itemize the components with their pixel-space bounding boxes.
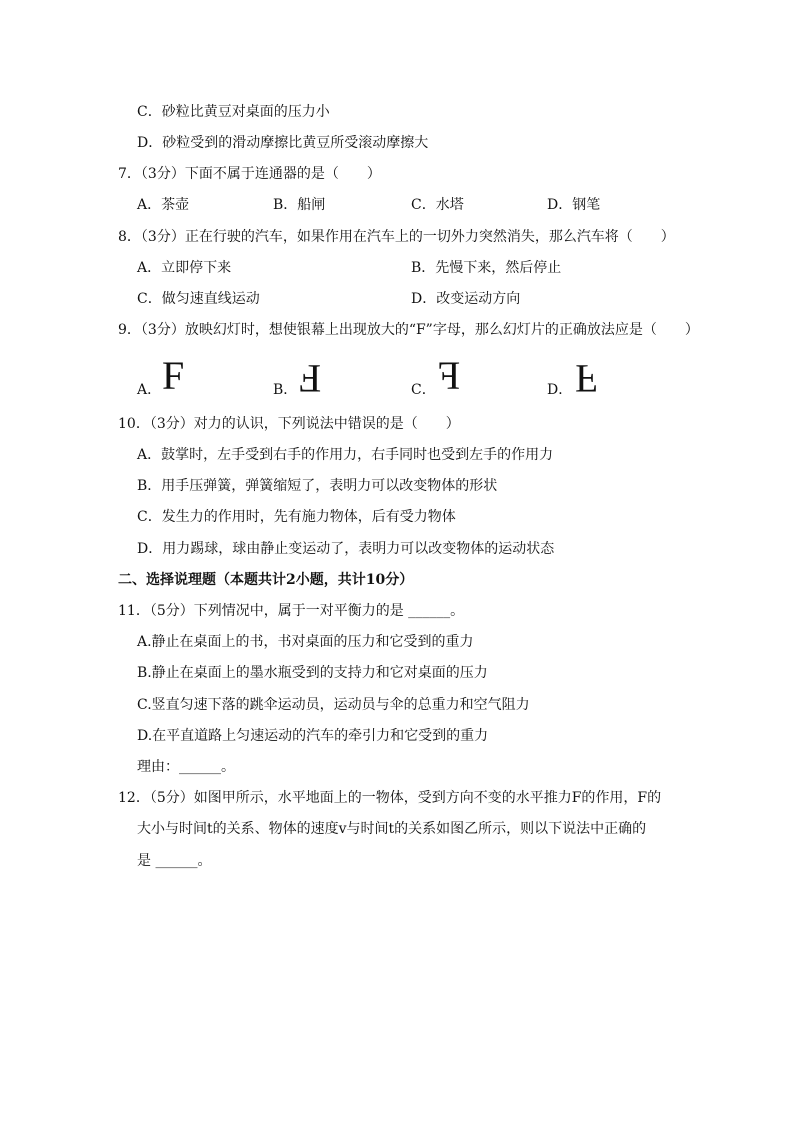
option-8d: D．改变运动方向 [411,291,521,307]
letter-f-rotated: F [299,356,322,401]
question-8: 8．（3分）正在行驶的汽车，如果作用在汽车上的一切外力突然消失，那么汽车将（ ） [118,229,675,245]
option-9a-figure [162,353,185,398]
option-9a-label: A． [137,382,162,398]
option-9c-label: C． [411,382,436,398]
option-7d: D．钢笔 [547,197,601,213]
option-10b: B．用手压弹簧，弹簧缩短了，表明力可以改变物体的形状 [137,478,498,494]
option-9b-label: B． [273,382,298,398]
question-11: 11．（5分）下列情况中，属于一对平衡力的是 ______。 [118,603,465,619]
option-10a: A．鼓掌时，左手受到右手的作用力，右手同时也受到左手的作用力 [137,447,554,463]
reason-blank: 理由：______。 [137,759,235,775]
option-7b: B．船闸 [273,197,326,213]
question-10: 10．（3分）对力的认识，下列说法中错误的是（ ） [118,416,460,432]
question-9: 9．（3分）放映幻灯时，想使银幕上出现放大的“F”字母，那么幻灯片的正确放法应是（ ） [118,322,699,338]
line-6c: C．砂粒比黄豆对桌面的压力小 [137,104,330,120]
option-10d: D．用力踢球，球由静止变运动了，表明力可以改变物体的运动状态 [137,541,555,557]
option-9d-label: D． [547,382,573,398]
option-11a: A.静止在桌面上的书，书对桌面的压力和它受到的重力 [137,634,474,650]
question-7: 7．（3分）下面不属于连通器的是（ ） [118,166,381,182]
section-heading: 二、选择说理题（本题共计2小题，共计10分） [118,572,414,588]
option-9b-figure [299,356,322,401]
option-7c: C．水塔 [411,197,464,213]
question-12-line-3: 是 ______。 [137,853,212,869]
option-8a: A．立即停下来 [137,260,232,276]
option-10c: C．发生力的作用时，先有施力物体，后有受力物体 [137,509,456,525]
option-7a: A．茶壶 [137,197,190,213]
option-9d-figure [575,356,598,401]
option-8b: B．先慢下来，然后停止 [411,260,562,276]
option-11b: B.静止在桌面上的墨水瓶受到的支持力和它对桌面的压力 [137,665,488,681]
question-12-line-1: 12．（5分）如图甲所示，水平地面上的一物体，受到方向不变的水平推力F的作用，F的 [118,790,662,806]
option-9c-figure [438,353,461,398]
letter-f-mirrored: F [438,353,461,398]
question-12-line-2: 大小与时间t的关系、物体的速度v与时间t的关系如图乙所示，则以下说法中正确的 [137,821,647,837]
option-11d: D.在平直道路上匀速运动的汽车的牵引力和它受到的重力 [137,728,489,744]
option-8c: C．做匀速直线运动 [137,291,260,307]
letter-f-upright: F [162,353,185,398]
option-11c: C.竖直匀速下落的跳伞运动员，运动员与伞的总重力和空气阻力 [137,697,530,713]
line-6d: D．砂粒受到的滑动摩擦比黄豆所受滚动摩擦大 [137,135,429,151]
letter-f-inverted: F [575,356,598,401]
